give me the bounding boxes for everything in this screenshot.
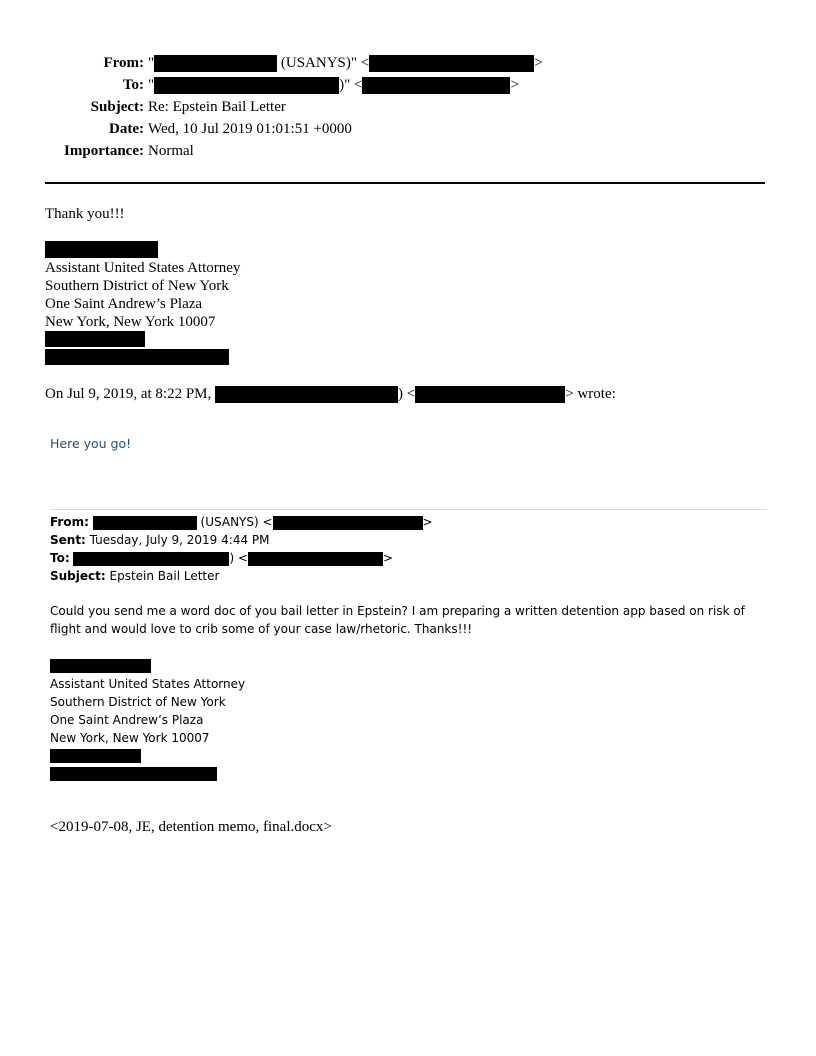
- original-body-line-2: flight and would love to crib some of your case law/rhetoric. Thanks!!!: [50, 622, 473, 636]
- redaction: [215, 386, 398, 403]
- from-label: From:: [103, 55, 144, 71]
- redaction: [369, 55, 534, 72]
- original-signature-title: Assistant United States Attorney: [50, 677, 246, 691]
- quoted-message: Here you go!: [50, 436, 132, 451]
- redaction: [154, 55, 277, 72]
- redaction: [154, 77, 339, 94]
- signature-title: Assistant United States Attorney: [45, 260, 241, 276]
- redaction: [415, 386, 565, 403]
- signature-address-2: New York, New York 10007: [45, 314, 216, 330]
- from-value: " (USANYS)" < >: [148, 55, 543, 71]
- original-signature-office: Southern District of New York: [50, 695, 226, 709]
- importance-value: Normal: [148, 143, 194, 159]
- header-divider: [45, 182, 765, 184]
- original-to: To: ) < >: [50, 551, 394, 565]
- original-sent: Sent: Tuesday, July 9, 2019 4:44 PM: [50, 533, 270, 547]
- redaction: [45, 331, 145, 347]
- subject-value: Re: Epstein Bail Letter: [148, 99, 286, 115]
- importance-row: [0, 142, 816, 160]
- redaction: [45, 241, 158, 258]
- date-row: [0, 120, 816, 138]
- date-value: Wed, 10 Jul 2019 01:01:51 +0000: [148, 121, 352, 137]
- importance-label: Importance:: [64, 143, 144, 159]
- original-from: From: (USANYS) < >: [50, 515, 433, 529]
- original-signature-address-2: New York, New York 10007: [50, 731, 210, 745]
- original-signature-address-1: One Saint Andrew’s Plaza: [50, 713, 204, 727]
- redaction: [73, 552, 229, 566]
- from-row: [0, 54, 816, 72]
- original-subject: Subject: Epstein Bail Letter: [50, 569, 220, 583]
- to-value: " )" < >: [148, 77, 519, 93]
- redaction: [93, 516, 197, 530]
- redaction: [50, 749, 141, 763]
- subject-row: [0, 98, 816, 116]
- redaction: [362, 77, 510, 94]
- quoted-divider: [50, 509, 767, 510]
- attachment-name[interactable]: <2019-07-08, JE, detention memo, final.docx>: [50, 819, 332, 835]
- original-body-line-1: Could you send me a word doc of you bail letter in Epstein? I am preparing a written detention app based on risk of: [50, 604, 745, 618]
- to-row: [0, 76, 816, 94]
- redaction: [45, 349, 229, 365]
- reply-greeting: Thank you!!!: [45, 206, 125, 222]
- subject-label: Subject:: [90, 99, 144, 115]
- redaction: [248, 552, 383, 566]
- redaction: [50, 767, 217, 781]
- signature-office: Southern District of New York: [45, 278, 229, 294]
- to-label: To:: [122, 77, 144, 93]
- quote-intro: On Jul 9, 2019, at 8:22 PM, ) < > wrote:: [45, 386, 616, 402]
- redaction: [273, 516, 423, 530]
- date-label: Date:: [109, 121, 144, 137]
- redaction: [50, 659, 151, 673]
- signature-address-1: One Saint Andrew’s Plaza: [45, 296, 203, 312]
